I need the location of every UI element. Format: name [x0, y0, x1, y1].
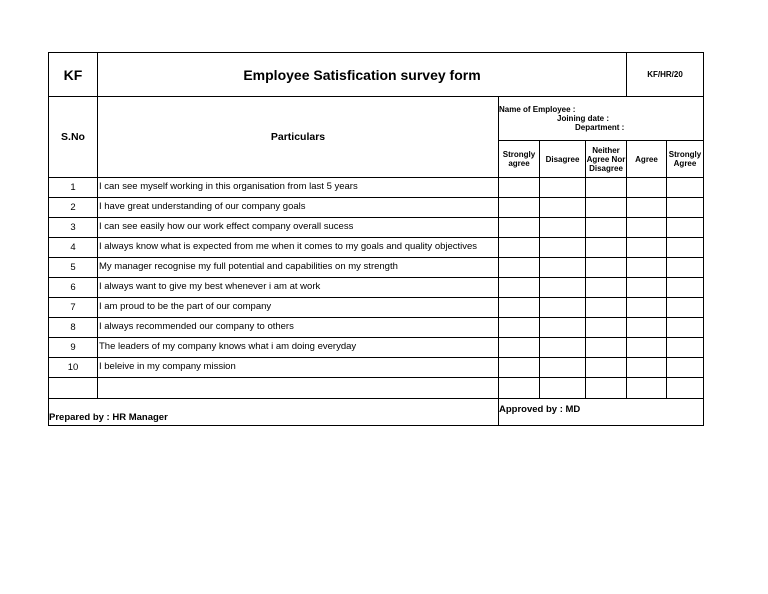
document-code: KF/HR/20: [627, 53, 704, 97]
rating-cell[interactable]: [627, 178, 667, 198]
header-row: [49, 53, 704, 97]
blank-cell: [540, 378, 586, 399]
sno-header: S.No: [49, 97, 98, 178]
row-statement: I always recommended our company to others: [98, 318, 499, 338]
rating-cell[interactable]: [627, 338, 667, 358]
rating-cell[interactable]: [540, 318, 586, 338]
table-row: [49, 198, 704, 218]
prepared-by: Prepared by : HR Manager: [49, 399, 499, 426]
option-strongly-agree: Strongly agree: [499, 141, 540, 178]
rating-cell[interactable]: [586, 258, 627, 278]
form-title: Employee Satisfication survey form: [98, 53, 627, 97]
rating-cell[interactable]: [627, 198, 667, 218]
row-number: 8: [49, 318, 98, 338]
rating-cell[interactable]: [667, 218, 704, 238]
table-row: [49, 218, 704, 238]
row-number: 4: [49, 238, 98, 258]
blank-cell: [667, 378, 704, 399]
survey-form: [48, 52, 703, 430]
rating-cell[interactable]: [499, 278, 540, 298]
rating-cell[interactable]: [627, 358, 667, 378]
rating-cell[interactable]: [540, 218, 586, 238]
rating-cell[interactable]: [540, 258, 586, 278]
row-number: 3: [49, 218, 98, 238]
rating-cell[interactable]: [667, 178, 704, 198]
rating-cell[interactable]: [586, 278, 627, 298]
row-statement: I always want to give my best whenever i am at work: [98, 278, 499, 298]
table-row: [49, 298, 704, 318]
blank-cell: [499, 378, 540, 399]
rating-cell[interactable]: [627, 298, 667, 318]
blank-cell: [49, 378, 98, 399]
table-row: [49, 318, 704, 338]
joining-date-label: Joining date :: [557, 114, 609, 123]
rating-cell[interactable]: [586, 338, 627, 358]
row-number: 5: [49, 258, 98, 278]
rating-cell[interactable]: [499, 218, 540, 238]
rating-cell[interactable]: [540, 358, 586, 378]
row-number: 1: [49, 178, 98, 198]
rating-cell[interactable]: [586, 298, 627, 318]
rating-cell[interactable]: [586, 218, 627, 238]
row-statement: I have great understanding of our company goals: [98, 198, 499, 218]
rating-cell[interactable]: [586, 318, 627, 338]
row-number: 10: [49, 358, 98, 378]
rating-cell[interactable]: [667, 198, 704, 218]
row-statement: I beleive in my company mission: [98, 358, 499, 378]
rating-cell[interactable]: [586, 358, 627, 378]
table-row: [49, 358, 704, 378]
table-row: [49, 338, 704, 358]
table-row: [49, 238, 704, 258]
option-agree: Agree: [627, 141, 667, 178]
option-strongly-agree-2: Strongly Agree: [667, 141, 704, 178]
rating-cell[interactable]: [540, 298, 586, 318]
rating-cell[interactable]: [667, 318, 704, 338]
rating-cell[interactable]: [667, 338, 704, 358]
option-neither: Neither Agree Nor Disagree: [586, 141, 627, 178]
rating-cell[interactable]: [499, 358, 540, 378]
rating-cell[interactable]: [627, 218, 667, 238]
row-statement: I can see easily how our work effect company overall sucess: [98, 218, 499, 238]
rating-cell[interactable]: [540, 198, 586, 218]
rating-cell[interactable]: [667, 298, 704, 318]
row-number: 7: [49, 298, 98, 318]
rating-cell[interactable]: [540, 338, 586, 358]
particulars-header: Particulars: [98, 97, 499, 178]
company-code: KF: [49, 53, 98, 97]
row-statement: The leaders of my company knows what i am doing everyday: [98, 338, 499, 358]
info-row: [49, 97, 704, 141]
rating-cell[interactable]: [499, 298, 540, 318]
row-number: 2: [49, 198, 98, 218]
rating-cell[interactable]: [627, 238, 667, 258]
table-row: [49, 258, 704, 278]
row-statement: I can see myself working in this organisation from last 5 years: [98, 178, 499, 198]
survey-table: [48, 52, 704, 426]
row-number: 6: [49, 278, 98, 298]
rating-cell[interactable]: [627, 278, 667, 298]
rating-cell[interactable]: [540, 238, 586, 258]
rating-cell[interactable]: [586, 178, 627, 198]
footer-row: [49, 399, 704, 426]
rating-cell[interactable]: [540, 278, 586, 298]
table-row: [49, 178, 704, 198]
rating-cell[interactable]: [499, 338, 540, 358]
row-statement: I always know what is expected from me when it comes to my goals and quality objectives: [98, 238, 499, 258]
rating-cell[interactable]: [627, 318, 667, 338]
employee-name-label: Name of Employee :: [499, 105, 576, 114]
rating-cell[interactable]: [499, 178, 540, 198]
blank-cell: [98, 378, 499, 399]
rating-cell[interactable]: [667, 258, 704, 278]
blank-cell: [586, 378, 627, 399]
option-disagree: Disagree: [540, 141, 586, 178]
blank-cell: [627, 378, 667, 399]
rating-cell[interactable]: [499, 198, 540, 218]
rating-cell[interactable]: [499, 258, 540, 278]
table-row: [49, 278, 704, 298]
rating-cell[interactable]: [540, 178, 586, 198]
rating-cell[interactable]: [667, 238, 704, 258]
rating-cell[interactable]: [586, 238, 627, 258]
rating-cell[interactable]: [499, 318, 540, 338]
rating-cell[interactable]: [586, 198, 627, 218]
employee-info[interactable]: [499, 97, 704, 141]
approved-by: Approved by : MD: [499, 399, 704, 426]
row-statement: I am proud to be the part of our company: [98, 298, 499, 318]
rating-cell[interactable]: [667, 358, 704, 378]
rating-cell[interactable]: [667, 278, 704, 298]
rating-cell[interactable]: [627, 258, 667, 278]
row-statement: My manager recognise my full potential and capabilities on my strength: [98, 258, 499, 278]
department-label: Department :: [575, 123, 625, 132]
blank-row: [49, 378, 704, 399]
rating-cell[interactable]: [499, 238, 540, 258]
row-number: 9: [49, 338, 98, 358]
